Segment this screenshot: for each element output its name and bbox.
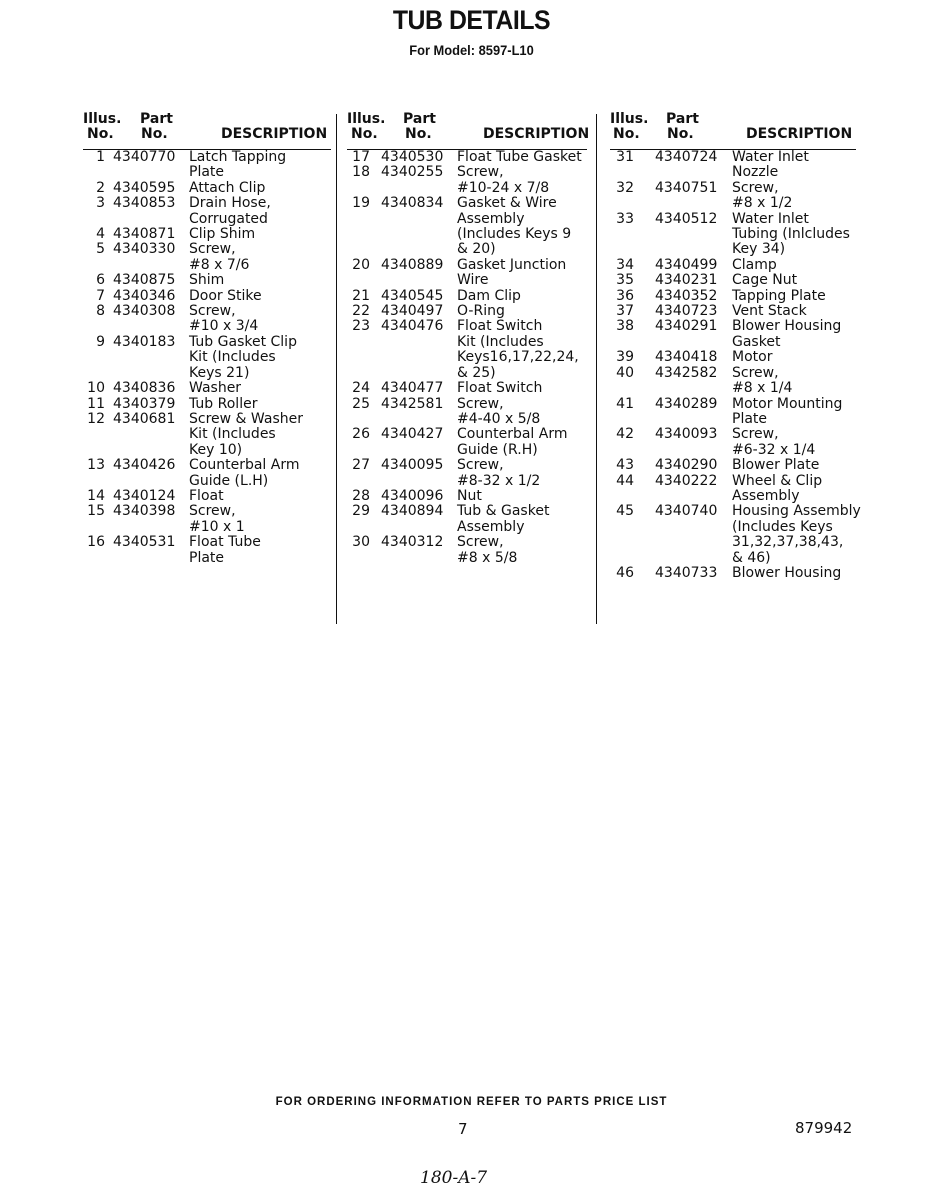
illus-number: 5 <box>96 241 105 258</box>
illus-number: 8 <box>96 303 105 320</box>
illus-number: 7 <box>96 287 105 304</box>
part-number: 4340875 <box>113 272 176 289</box>
parts-row <box>610 289 856 304</box>
illus-number: 19 <box>352 195 370 212</box>
part-description: Nut <box>457 487 482 504</box>
part-number: 4340853 <box>113 195 176 212</box>
part-description: Counterbal Arm Guide (R.H) <box>457 426 568 458</box>
illus-number: 28 <box>352 487 370 504</box>
part-number: 4340093 <box>655 426 718 443</box>
part-description: O-Ring <box>457 303 505 320</box>
part-number: 4342582 <box>655 364 718 381</box>
part-number: 4340894 <box>381 503 444 520</box>
part-number: 4340290 <box>655 457 718 474</box>
illus-number: 25 <box>352 395 370 412</box>
parts-row <box>347 304 587 319</box>
illus-number: 4 <box>96 226 105 243</box>
part-number: 4340222 <box>655 472 718 489</box>
part-number: 4342581 <box>381 395 444 412</box>
part-number: 4340231 <box>655 272 718 289</box>
part-description: Float Switch Kit (Includes Keys16,17,22,24, & 25) <box>457 318 579 381</box>
parts-row <box>83 242 331 273</box>
part-description: Vent Stack <box>732 303 807 320</box>
part-description: Washer <box>189 380 242 397</box>
part-description: Counterbal Arm Guide (L.H) <box>189 457 300 489</box>
part-number: 4340183 <box>113 333 176 350</box>
illus-number: 37 <box>616 303 634 320</box>
illus-number: 38 <box>616 318 634 335</box>
part-number: 4340740 <box>655 503 718 520</box>
parts-row <box>347 196 587 258</box>
illus-number: 13 <box>87 457 105 474</box>
page-number: 7 <box>458 1120 468 1138</box>
part-description: Attach Clip <box>189 179 266 196</box>
parts-row <box>83 289 331 304</box>
part-description: Screw, #8 x 1/2 <box>732 179 793 212</box>
parts-row <box>610 304 856 319</box>
part-number: 4340723 <box>655 303 718 320</box>
parts-row <box>83 335 331 381</box>
illus-number: 23 <box>352 318 370 335</box>
part-description: Screw, #10 x 1 <box>189 503 245 535</box>
parts-row <box>83 489 331 504</box>
parts-row <box>83 504 331 535</box>
part-number: 4340530 <box>381 149 444 165</box>
part-number: 4340095 <box>381 457 444 474</box>
illus-number: 26 <box>352 426 370 443</box>
illus-no-header-label: No. <box>87 126 114 142</box>
illus-number: 14 <box>87 487 105 504</box>
illus-number: 10 <box>87 380 105 397</box>
part-description: Blower Housing Gasket <box>732 318 842 350</box>
part-description: Tapping Plate <box>732 287 826 304</box>
illus-header-label: Illus. <box>83 111 122 127</box>
part-description: Door Stike <box>189 287 262 304</box>
part-header-label: Part <box>666 111 699 127</box>
part-description: Screw, #8-32 x 1/2 <box>457 457 541 489</box>
part-description: Blower Plate <box>732 457 820 474</box>
part-header-label: Part <box>140 111 173 127</box>
parts-list <box>610 149 861 581</box>
parts-row <box>83 458 331 489</box>
illus-number: 16 <box>87 534 105 551</box>
parts-row <box>347 381 587 396</box>
parts-row <box>610 503 861 566</box>
parts-row <box>347 535 587 566</box>
parts-row <box>610 366 856 397</box>
parts-row <box>610 566 856 581</box>
illus-number: 3 <box>96 195 105 212</box>
illus-header-label: Illus. <box>610 111 649 127</box>
part-description: Screw, #6-32 x 1/4 <box>732 426 816 458</box>
parts-column-3 <box>610 111 861 581</box>
description-header: DESCRIPTION <box>483 126 590 142</box>
part-description: Tub Roller <box>189 395 258 412</box>
page-title: TUB DETAILS <box>392 5 551 35</box>
parts-row <box>610 397 856 428</box>
parts-row <box>347 150 587 165</box>
part-description: Cage Nut <box>732 272 798 289</box>
part-number: 4340291 <box>655 318 718 335</box>
parts-row <box>83 397 331 412</box>
part-number: 4340770 <box>113 149 176 165</box>
parts-row <box>610 273 856 288</box>
part-number: 4340497 <box>381 303 444 320</box>
parts-row <box>83 304 331 335</box>
illus-number: 46 <box>616 564 634 581</box>
illus-number: 15 <box>87 503 105 520</box>
parts-column-1 <box>83 112 331 566</box>
part-number: 4340681 <box>113 410 176 427</box>
parts-row <box>610 474 856 505</box>
illus-number: 43 <box>616 457 634 474</box>
part-number: 4340477 <box>381 380 444 397</box>
part-number: 4340751 <box>655 179 718 196</box>
part-description: Screw, #8 x 5/8 <box>457 534 518 566</box>
part-description: Motor <box>732 349 773 366</box>
parts-column-2 <box>347 111 590 566</box>
parts-row <box>83 381 331 396</box>
parts-row <box>83 535 331 566</box>
parts-row <box>347 165 587 196</box>
part-number: 4340531 <box>113 534 176 551</box>
part-description: Dam Clip <box>457 287 521 304</box>
illus-number: 27 <box>352 457 370 474</box>
part-description: Clamp <box>732 256 777 273</box>
description-header: DESCRIPTION <box>746 126 853 142</box>
parts-row <box>610 258 856 273</box>
part-number: 4340418 <box>655 349 718 366</box>
part-description: Screw, #8 x 1/4 <box>732 364 793 397</box>
part-number: 4340308 <box>113 303 176 320</box>
illus-number: 24 <box>352 380 370 397</box>
part-description: Screw, #10 x 3/4 <box>189 303 259 335</box>
part-description: Tub Gasket Clip Kit (Includes Keys 21) <box>189 333 297 381</box>
part-description: Blower Housing <box>732 564 842 581</box>
document-number: 879942 <box>795 1119 853 1137</box>
description-header: DESCRIPTION <box>221 126 328 142</box>
illus-number: 41 <box>616 395 634 412</box>
part-no-header-label: No. <box>405 126 432 142</box>
parts-list <box>347 150 587 566</box>
column-header <box>347 111 590 150</box>
part-number: 4340595 <box>113 179 176 196</box>
illus-no-header-label: No. <box>351 126 378 142</box>
illus-header-label: Illus. <box>347 111 386 127</box>
part-description: Motor Mounting Plate <box>732 395 843 427</box>
part-description: Screw, #10-24 x 7/8 <box>457 164 550 196</box>
illus-number: 12 <box>87 410 105 427</box>
part-description: Screw & Washer Kit (Includes Key 10) <box>189 410 303 458</box>
illus-number: 31 <box>616 149 634 165</box>
parts-row <box>83 412 331 458</box>
illus-number: 40 <box>616 364 634 381</box>
part-description: Screw, #4-40 x 5/8 <box>457 395 541 427</box>
parts-row <box>610 458 856 473</box>
part-number: 4340346 <box>113 287 176 304</box>
part-description: Float Tube Gasket <box>457 149 582 165</box>
part-number: 4340476 <box>381 318 444 335</box>
parts-row <box>610 150 856 181</box>
part-description: Screw, #8 x 7/6 <box>189 241 250 273</box>
part-number: 4340512 <box>655 210 718 227</box>
illus-number: 2 <box>96 179 105 196</box>
illus-number: 29 <box>352 503 370 520</box>
part-number: 4340312 <box>381 534 444 551</box>
column-divider <box>336 114 337 624</box>
illus-number: 39 <box>616 349 634 366</box>
illus-number: 42 <box>616 426 634 443</box>
part-description: Clip Shim <box>189 226 256 243</box>
part-description: Housing Assembly (Includes Keys 31,32,37,38,43, & 46) <box>732 503 861 566</box>
part-description: Latch Tapping Plate <box>189 149 287 181</box>
part-number: 4340352 <box>655 287 718 304</box>
part-description: Gasket Junction Wire <box>457 256 567 289</box>
illus-no-header-label: No. <box>613 126 640 142</box>
illus-number: 45 <box>616 503 634 520</box>
part-number: 4340724 <box>655 149 718 165</box>
illus-number: 6 <box>96 272 105 289</box>
illus-number: 34 <box>616 256 634 273</box>
part-number: 4340545 <box>381 287 444 304</box>
part-number: 4340427 <box>381 426 444 443</box>
illus-number: 20 <box>352 256 370 273</box>
part-description: Float Tube Plate <box>189 534 261 566</box>
column-header <box>83 112 331 150</box>
parts-row <box>610 350 856 365</box>
illus-number: 22 <box>352 303 370 320</box>
parts-row <box>83 150 331 181</box>
parts-row <box>347 458 587 489</box>
part-number: 4340871 <box>113 226 176 243</box>
illus-number: 21 <box>352 287 370 304</box>
parts-row <box>610 427 856 458</box>
parts-row <box>347 427 587 458</box>
illus-number: 17 <box>352 149 370 165</box>
parts-row <box>610 212 856 258</box>
part-number: 4340889 <box>381 256 444 273</box>
illus-number: 1 <box>96 149 105 165</box>
ordering-info-note: FOR ORDERING INFORMATION REFER TO PARTS PRICE LIST <box>275 1096 668 1108</box>
parts-row <box>347 289 587 304</box>
part-header-label: Part <box>403 111 436 127</box>
parts-row <box>347 489 587 504</box>
part-no-header-label: No. <box>141 126 168 142</box>
illus-number: 9 <box>96 333 105 350</box>
parts-row <box>347 397 587 428</box>
part-number: 4340426 <box>113 457 176 474</box>
handwritten-code: 180-A-7 <box>420 1168 488 1188</box>
part-number: 4340499 <box>655 256 718 273</box>
part-number: 4340124 <box>113 487 176 504</box>
part-number: 4340398 <box>113 503 176 520</box>
part-number: 4340379 <box>113 395 176 412</box>
part-number: 4340096 <box>381 487 444 504</box>
parts-row <box>347 504 587 535</box>
model-subtitle: For Model: 8597-L10 <box>409 42 534 58</box>
part-description: Shim <box>189 272 225 289</box>
part-description: Tub & Gasket Assembly <box>457 503 550 535</box>
parts-row <box>347 319 587 381</box>
parts-row <box>83 227 331 242</box>
part-no-header-label: No. <box>667 126 694 142</box>
column-divider <box>596 114 597 624</box>
parts-list <box>83 150 331 566</box>
part-number: 4340255 <box>381 164 444 181</box>
illus-number: 33 <box>616 210 634 227</box>
part-description: Water Inlet Tubing (Inlcludes Key 34) <box>732 210 850 258</box>
illus-number: 44 <box>616 472 634 489</box>
part-number: 4340836 <box>113 380 176 397</box>
part-number: 4340289 <box>655 395 718 412</box>
parts-row <box>347 258 587 289</box>
part-description: Gasket & Wire Assembly (Includes Keys 9 & 20) <box>457 195 572 258</box>
parts-row <box>610 181 856 212</box>
part-number: 4340330 <box>113 241 176 258</box>
part-description: Float Switch <box>457 380 543 397</box>
illus-number: 11 <box>87 395 105 412</box>
parts-row <box>83 273 331 288</box>
part-description: Water Inlet Nozzle <box>732 149 809 181</box>
illus-number: 35 <box>616 272 634 289</box>
parts-row <box>610 319 856 350</box>
part-number: 4340733 <box>655 564 718 581</box>
part-description: Wheel & Clip Assembly <box>732 472 823 504</box>
illus-number: 30 <box>352 534 370 551</box>
part-number: 4340834 <box>381 195 444 212</box>
part-description: Float <box>189 487 224 504</box>
column-header <box>610 112 856 150</box>
parts-row <box>83 196 331 227</box>
illus-number: 36 <box>616 287 634 304</box>
illus-number: 18 <box>352 164 370 181</box>
illus-number: 32 <box>616 179 634 196</box>
parts-row <box>83 181 331 196</box>
part-description: Drain Hose, Corrugated <box>189 195 271 227</box>
